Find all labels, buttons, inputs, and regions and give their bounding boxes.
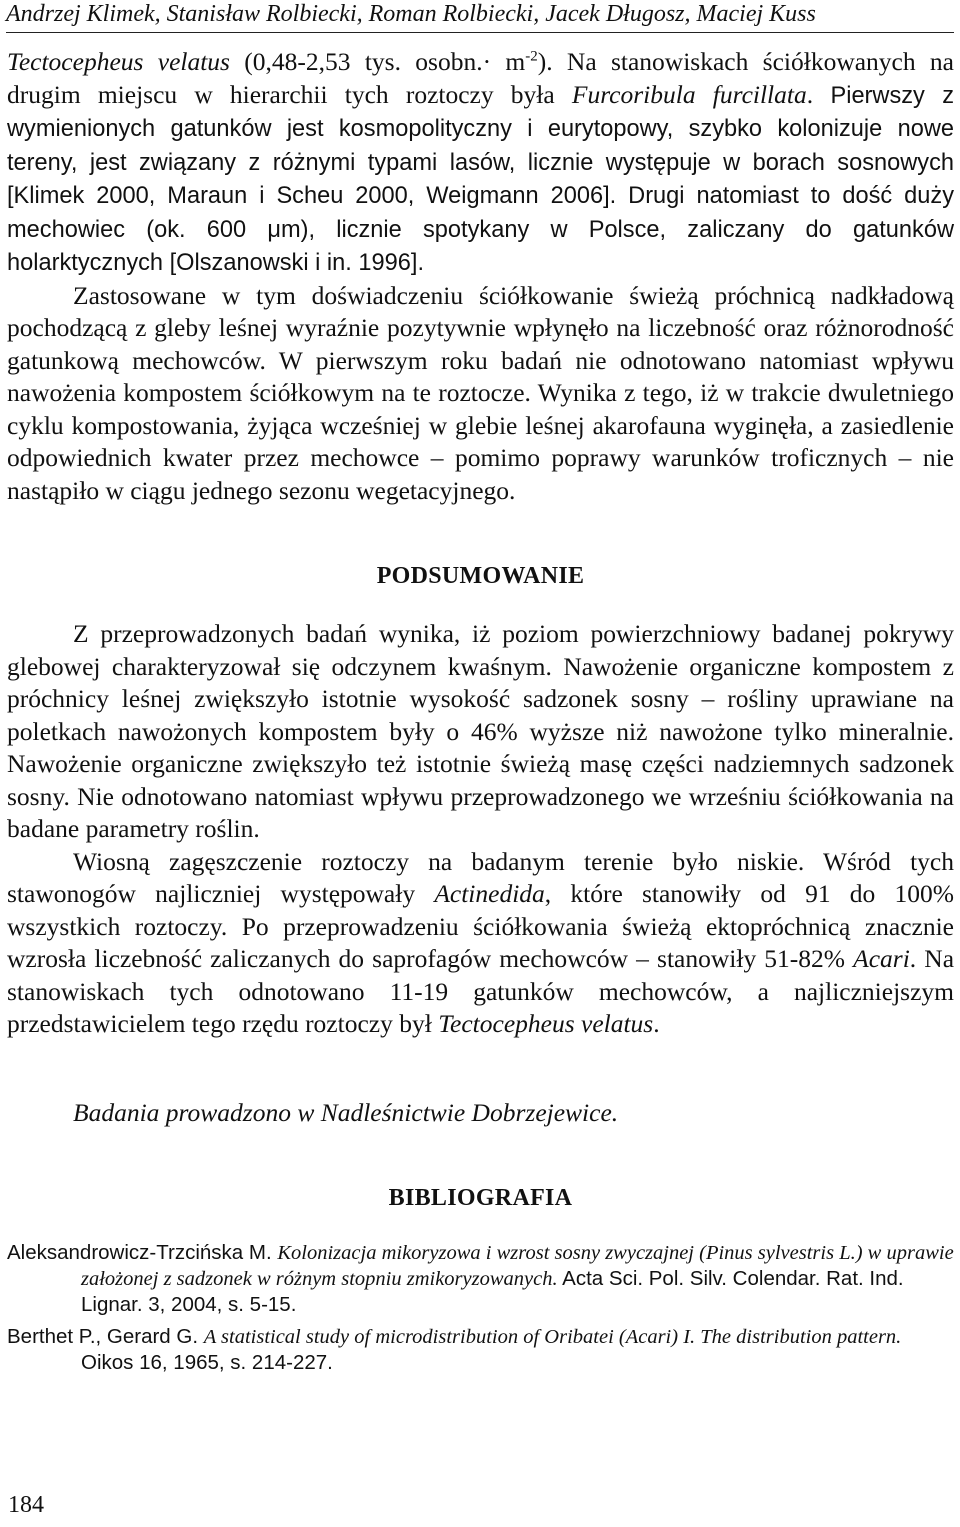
paragraph-mulching: Zastosowane w tym doświadczeniu ściółkowanie świeżą próchnicą nadkładową pochodzącą z gleby leśnej wyraźnie pozytywnie wpłynęło na liczebność oraz różnorodność gatunkową mechowców. W pierwszym roku badań nie odnotowano natomiast wpływu nawożenia kompostem ściółkowym na te roztocze. Wynika z tego, iż w trakcie dwuletniego cyklu kompostowania, żyjąca wcześniej w glebie leśnej akarofauna wyginęła, a zasiedlenie odpowiednich kwater przez mechowce – pomimo poprawy warunków troficznych – nie nastąpiło w ciągu jednego sezonu wegetacyjnego. (7, 280, 954, 505)
superscript: -2 (525, 48, 538, 65)
bib-author: Berthet P., Gerard G. (7, 1325, 204, 1348)
paragraph-intro (7, 46, 954, 280)
text-run: (0,48-2,53 tys. osobn.· m (229, 47, 526, 76)
species-name: Furcoribula furcillata (571, 79, 807, 109)
text-run: Wiosną zagęszczenie roztoczy na badanym terenie było niskie. Wśród tych stawonogów najliczniej występowały (7, 846, 954, 908)
bib-source: Acta Sci. Pol. Silv. Colendar. Rat. Ind. Lignar. 3, 2004, s. 5-15. (81, 1267, 904, 1316)
running-header: Andrzej Klimek, Stanisław Rolbiecki, Roman Rolbiecki, Jacek Długosz, Maciej Kuss (6, 0, 954, 33)
section-heading-summary: PODSUMOWANIE (376, 563, 585, 589)
bibliography-entry (7, 1324, 954, 1376)
bib-author: Aleksandrowicz-Trzcińska M. (7, 1241, 278, 1264)
text-run: . (806, 79, 814, 109)
text-run: . Na stanowiskach tych odnotowano 11-19 gatunków mechowców, a najliczniejszym przedstawicielem tego rzędu roztoczy był (7, 944, 955, 1038)
page-number: 184 (8, 1492, 44, 1518)
species-name: Tectocepheus velatus (438, 1009, 654, 1038)
text-run: Pierwszy z wymienionych gatunków jest kosmopolityczny i eurytopowy, szybko kolonizuje nowe tereny, jest związany z różnymi typami lasów, licznie występuje w borach sosnowych [Klimek 2000, Maraun i Scheu 2000, Weigmann 2006]. Drugi natomiast to dość duży mechowiec (ok. 600 μm), licznie spotykany w Polsce, zaliczany do gatunków holarktycznych [Olszanowski i in. 1996]. (7, 82, 954, 276)
taxon-name: Actinedida (434, 879, 545, 908)
bibliography-entry (7, 1240, 954, 1318)
bib-source: Oikos 16, 1965, s. 214-227. (81, 1351, 333, 1374)
bib-title: A statistical study of microdistribution of Oribatei (Acari) I. The distribution pattern. (203, 1326, 902, 1348)
page-body (7, 46, 954, 1382)
text-run: , które stanowiły od 91 do 100% wszystkich roztoczy. Po przeprowadzeniu ściółkowania świeżą ektopróchnicą znacznie wzrosła liczebność zaliczanych do saprofagów mechowców – stanowiły 51-82% (7, 879, 954, 973)
species-name: Tectocepheus velatus (7, 47, 230, 76)
research-location-note: Badania prowadzono w Nadleśnictwie Dobrzejewice. (73, 1097, 619, 1127)
taxon-name: Acari (853, 944, 910, 973)
text-run: . (653, 1009, 660, 1038)
summary-paragraph-2 (7, 846, 954, 1041)
section-heading-bibliography: BIBLIOGRAFIA (388, 1185, 573, 1211)
text-run: ). Na stanowiskach ściółkowanych na drugim miejscu w hierarchii tych roztoczy była (7, 47, 954, 109)
bib-title: Kolonizacja mikoryzowa i wzrost sosny zwyczajnej (Pinus sylvestris L.) w uprawie założonej z sadzonek w różnym stopniu zmikoryzowanych. (81, 1242, 954, 1290)
summary-paragraph-1: Z przeprowadzonych badań wynika, iż poziom powierzchniowy badanej pokrywy glebowej charakteryzował się odczynem kwaśnym. Nawożenie organiczne kompostem z próchnicy leśnej zwiększyło istotnie wysokość sadzonek sosny – rośliny uprawiane na poletkach nawożonych kompostem były o 46% wyższe niż nawożone tylko mineralnie. Nawożenie organiczne zwiększyło też istotnie świeżą masę części nadziemnych sadzonek sosny. Nie odnotowano natomiast wpływu przeprowadzonego we wrześniu ściółkowania na badane parametry roślin. (7, 619, 954, 843)
